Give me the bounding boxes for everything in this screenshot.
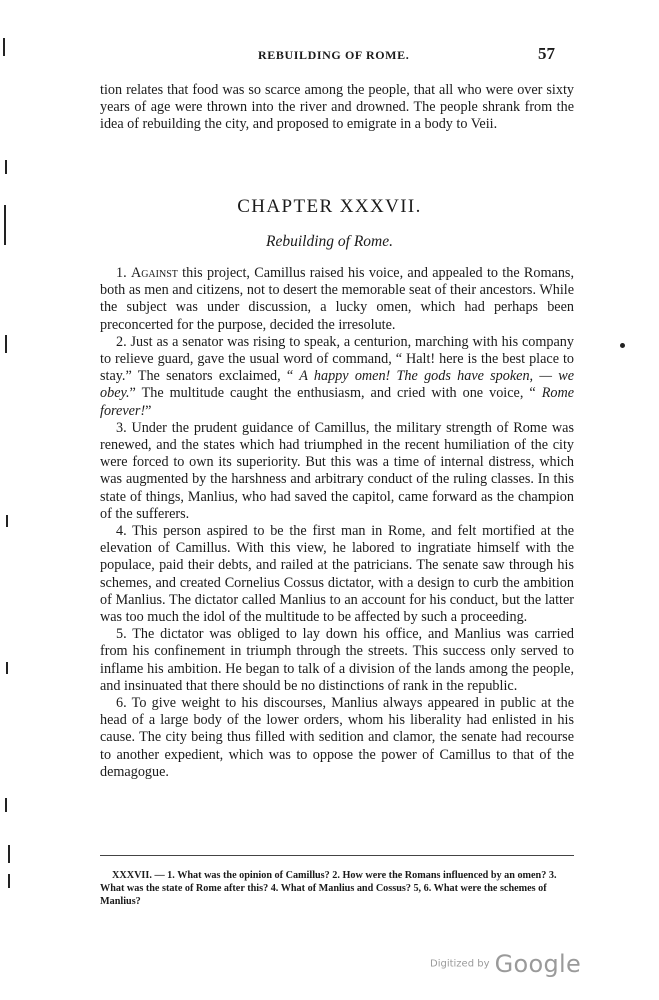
paragraph-lead-word: Against xyxy=(130,265,178,281)
footnote-divider xyxy=(100,855,574,856)
paragraph-6 xyxy=(100,695,574,781)
paragraph-2 xyxy=(100,334,574,420)
digitized-by-label: Digitized by xyxy=(430,958,490,970)
scan-edge-mark xyxy=(5,335,7,353)
scan-edge-mark xyxy=(5,798,7,812)
page-number: 57 xyxy=(538,44,555,63)
scan-edge-mark xyxy=(4,205,6,245)
google-logo: Google xyxy=(494,950,582,978)
digitized-watermark xyxy=(430,950,581,978)
chapter-subtitle: Rebuilding of Rome. xyxy=(266,233,393,250)
scan-edge-mark xyxy=(3,38,5,56)
paragraph-text: To give weight to his discourses, Manlius always appeared in public at the head of a large body of the lower orders, whom his liberality had enlisted in his cause. The city being thus filled with sedition and clamor, the senate had recourse to another expedient, which was to oppose the power of Camillus to that of the demagogue. xyxy=(100,695,574,780)
chapter-title: CHAPTER XXXVII. xyxy=(237,196,422,217)
paragraph-number: 1. xyxy=(116,265,127,281)
paragraph-text: ” The multitude caught the enthusiasm, and cried with one voice, “ xyxy=(129,385,536,402)
running-title: REBUILDING OF ROME. xyxy=(258,48,410,62)
paragraph-number: 6. xyxy=(116,695,127,712)
study-questions-text: XXXVII. — 1. What was the opinion of Camillus? 2. How were the Romans influenced by an omen? 3. What was the state of Rome after this? 4. What of Manlius and Cossus? 5, 6. What were the schemes of Manlius? xyxy=(100,870,557,907)
scan-edge-mark xyxy=(8,874,10,888)
paragraph-4 xyxy=(100,523,574,626)
ink-blot xyxy=(620,343,625,348)
paragraph-text: This person aspired to be the first man in Rome, and felt mortified at the elevation of Camillus. With this view, he labored to ingratiate himself with the populace, paid their debts, and railed at the patricians. The senate saw through his schemes, and created Cornelius Cossus dictator, with a design to curb the ambition of Manlius. The dictator called Manlius to an account for his conduct, but the latter was too much the idol of the multitude to be affected by such a proceeding. xyxy=(100,523,574,626)
intro-paragraph: tion relates that food was so scarce among the people, that all who were over sixty years of age were thrown into the river and drowned. The people shrank from the idea of rebuilding the city, and proposed to emigrate in a body to Veii. xyxy=(100,82,574,133)
intro-paragraph-block xyxy=(100,82,574,134)
quotation-omen: A happy omen! The gods have spoken, — we obey. xyxy=(100,368,574,402)
paragraph-number: 3. xyxy=(116,419,127,436)
paragraph-number: 4. xyxy=(116,523,127,540)
scan-edge-mark xyxy=(6,515,8,527)
paragraph-text: The dictator was obliged to lay down his office, and Manlius was carried from his confinement in triumph through the streets. This success only served to inflame his ambition. He began to talk of a division of the lands among the people, and insinuated that there should be no distinctions of rank in the republic. xyxy=(100,626,574,694)
scan-edge-mark xyxy=(6,662,8,674)
paragraph-text: Just as a senator was rising to speak, a centurion, marching with his company to relieve guard, gave the usual word of command, “ Halt! here is the best place to stay.” The senators exclaimed, “ xyxy=(100,333,574,385)
paragraph-3 xyxy=(100,420,574,523)
paragraph-1 xyxy=(100,265,574,334)
paragraph-number: 2. xyxy=(116,333,127,350)
quotation-rome-forever: Rome forever! xyxy=(100,385,574,419)
study-questions xyxy=(100,869,574,908)
paragraph-text: this project, Camillus raised his voice, and appealed to the Romans, both as men and citizens, not to desert the memorable seat of their ancestors. While the subject was under discussion, a lucky omen, which had perhaps been preconcerted for the purpose, decided the irresolute. xyxy=(100,265,574,333)
paragraph-5 xyxy=(100,626,574,695)
scan-edge-mark xyxy=(5,160,7,174)
paragraph-text: Under the prudent guidance of Camillus, the military strength of Rome was renewed, and the states which had triumphed in the recent humiliation of the city were forced to own its superiority. But this was a time of internal distress, which was augmented by the harshness and arbitrary conduct of the ruling classes. In this state of things, Manlius, who had saved the capitol, came forward as the champion of the sufferers. xyxy=(100,419,574,522)
paragraph-text: ” xyxy=(145,402,152,419)
paragraph-number: 5. xyxy=(116,626,127,643)
chapter-body xyxy=(100,265,574,781)
scan-edge-mark xyxy=(8,845,10,863)
